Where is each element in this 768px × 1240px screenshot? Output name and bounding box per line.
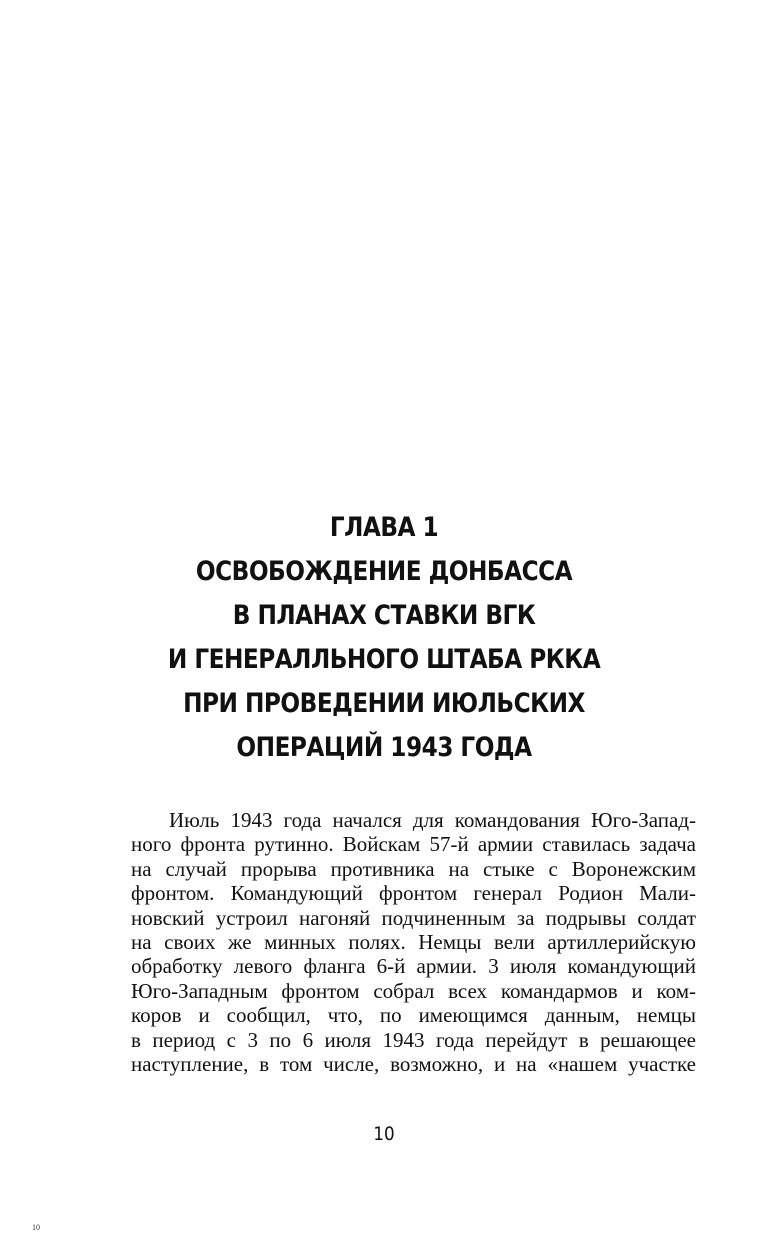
paragraph-line: фронтом. Командующий фронтом генерал Родион Мали-	[131, 881, 696, 906]
paragraph-line: наступление, в том числе, возможно, и на «нашем участке	[131, 1052, 696, 1077]
chapter-title-line: ОСВОБОЖДЕНИЕ ДОНБАССА	[195, 556, 573, 587]
chapter-title-line: И ГЕНЕРАЛЛЬНОГО ШТАБА РККА	[167, 644, 601, 675]
paragraph-line: на случай прорыва противника на стыке с Воронежским	[131, 856, 696, 881]
chapter-number: ГЛАВА 1	[329, 512, 439, 543]
chapter-title-line: В ПЛАНАХ СТАВКИ ВГК	[232, 600, 536, 631]
page-number: 10	[373, 1123, 395, 1145]
chapter-title-line: ПРИ ПРОВЕДЕНИИ ИЮЛЬСКИХ	[183, 688, 585, 719]
paragraph-line: Июль 1943 года начался для командования Юго-Запад-	[169, 808, 696, 832]
paragraph-line: новский устроил нагоняй подчиненным за подрывы солдат	[131, 905, 696, 930]
chapter-title-line: ОПЕРАЦИЙ 1943 ГОДА	[236, 732, 532, 763]
paragraph-line: ного фронта рутинно. Войскам 57-й армии ставилась задача	[131, 832, 696, 857]
paragraph-line: на своих же минных полях. Немцы вели артиллерийскую	[131, 930, 696, 955]
paragraph-line: коров и сообщил, что, по имеющимся данным, немцы	[131, 1003, 696, 1028]
paragraph-line: Юго-Западным фронтом собрал всех командармов и ком-	[131, 978, 696, 1003]
paragraph-line: обработку левого фланга 6-й армии. 3 июля командующий	[131, 954, 696, 979]
chapter-heading	[140, 506, 628, 770]
body-paragraph	[131, 808, 696, 1076]
paragraph-line: в период с 3 по 6 июля 1943 года перейдут в решающее	[131, 1027, 696, 1052]
corner-page-mark: 10	[32, 1223, 40, 1232]
